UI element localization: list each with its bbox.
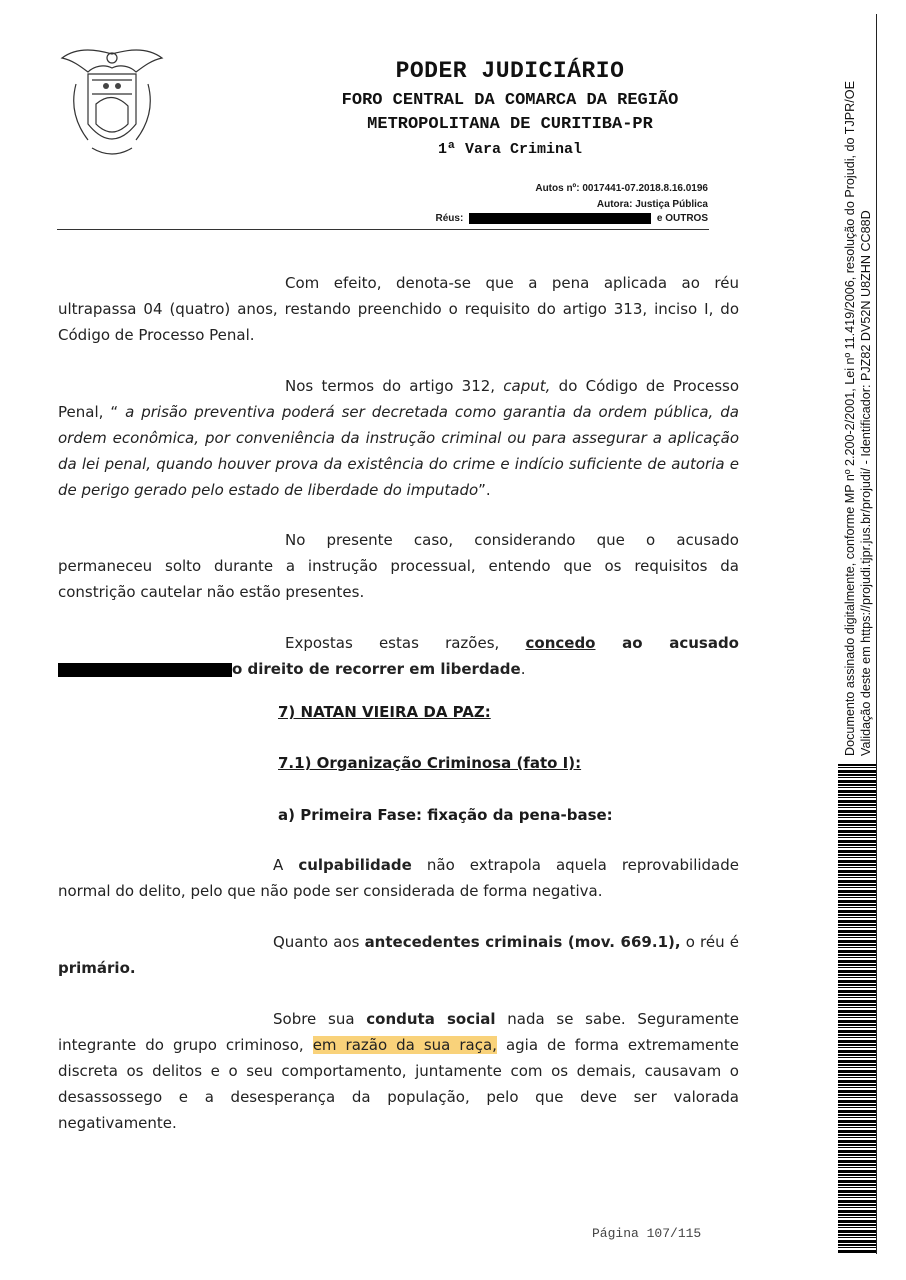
reus-line (436, 213, 708, 224)
p6-a: Quanto aos (273, 933, 365, 951)
paragraph-conduta-social (58, 1006, 739, 1136)
header-vara: 1ª Vara Criminal (437, 141, 583, 158)
page-number: Página 107/115 (592, 1226, 702, 1241)
header-divider (57, 229, 709, 230)
heading-primeira-fase: a) Primeira Fase: fixação da pena-base: (278, 806, 613, 824)
reus-label: Réus: (435, 213, 464, 225)
coat-of-arms-emblem (58, 44, 166, 164)
signature-line1: Documento assinado digitalmente, conforme MP nº 2.200-2/2001, Lei nº 11.419/2006, resolução do Projudi, do TJPR/OE (843, 81, 857, 756)
p4-concedo: concedo (525, 634, 596, 652)
p4-end: o direito de recorrer em liberdade (232, 660, 521, 678)
heading-org-text: 7.1) Organização Criminosa (fato I): (278, 754, 582, 772)
sidebar-border (876, 14, 877, 1254)
paragraph-presente-caso: No presente caso, considerando que o acusado permaneceu solto durante a instrução processual, entendo que os requisitos da constrição cautelar não estão presentes. (58, 531, 739, 601)
paragraph-culpabilidade (58, 852, 739, 904)
p6-b: antecedentes criminais (mov. 669.1), (364, 933, 681, 951)
autora-line: Autora: Justiça Pública (596, 199, 708, 210)
p2-prefix: Nos termos do artigo 312, (285, 377, 504, 395)
p5-b: culpabilidade (298, 856, 412, 874)
p5-a: A (273, 856, 299, 874)
redaction-block (58, 663, 180, 677)
redaction-block (469, 213, 651, 224)
p2-caput: caput, (503, 377, 551, 395)
p2-end: ”. (478, 481, 491, 499)
p6-c: o réu é (680, 933, 739, 951)
redaction-block (180, 663, 232, 677)
p4-mid: ao acusado (595, 634, 739, 652)
autos-number: Autos nº: 0017441-07.2018.8.16.0196 (535, 183, 708, 194)
header-title: PODER JUDICIÁRIO (395, 58, 625, 84)
p7-c: nada se sabe. Seguramente integrante do grupo criminoso, (58, 1010, 739, 1054)
header-foro-line2: METROPOLITANA DE CURITIBA-PR (367, 115, 653, 134)
p6-d: primário. (58, 959, 136, 977)
signature-line2: Validação deste em https://projudi.tjpr.jus.br/projudi/ - Identificador: PJZ82 DV52N U8ZHN CC88D (859, 210, 873, 756)
p2-mid: do Código de Processo Penal, “ (58, 377, 739, 421)
signature-text (842, 16, 874, 756)
p4-prefix: Expostas estas razões, (285, 634, 526, 652)
barcode (838, 764, 876, 1254)
heading-organizacao (278, 750, 581, 776)
p2-quote: a prisão preventiva poderá ser decretada como garantia da ordem pública, da ordem econômica, por conveniência da instrução criminal ou para assegurar a aplicação da lei penal, quando houver prova da existência do crime e indício suficiente de autoria e de perigo gerado pelo estado de liberdade do imputado (58, 403, 739, 499)
p7-a: Sobre sua (273, 1010, 367, 1028)
heading-natan (278, 699, 491, 725)
p5-c: não extrapola aquela reprovabilidade normal do delito, pelo que não pode ser considerada de forma negativa. (58, 856, 739, 900)
p7-b: conduta social (366, 1010, 496, 1028)
highlighted-text: em razão da sua raça, (312, 1036, 497, 1054)
paragraph-concedo (58, 630, 739, 682)
p4-dot: . (520, 660, 526, 678)
header-foro-line1: FORO CENTRAL DA COMARCA DA REGIÃO (341, 91, 679, 110)
paragraph-antecedentes (58, 929, 739, 981)
paragraph-art312 (58, 373, 739, 503)
paragraph-pena: Com efeito, denota-se que a pena aplicada ao réu ultrapassa 04 (quatro) anos, restando preenchido o requisito do artigo 313, inciso I, do Código de Processo Penal. (58, 274, 739, 344)
p7-d: agia de forma extremamente discreta os delitos e o seu comportamento, juntamente com os demais, causavam o desassossego e a desesperança da população, pelo que deve ser valorada negativamente. (58, 1036, 739, 1132)
heading-natan-text: 7) NATAN VIEIRA DA PAZ: (278, 703, 491, 721)
reus-suffix: e OUTROS (656, 213, 708, 225)
